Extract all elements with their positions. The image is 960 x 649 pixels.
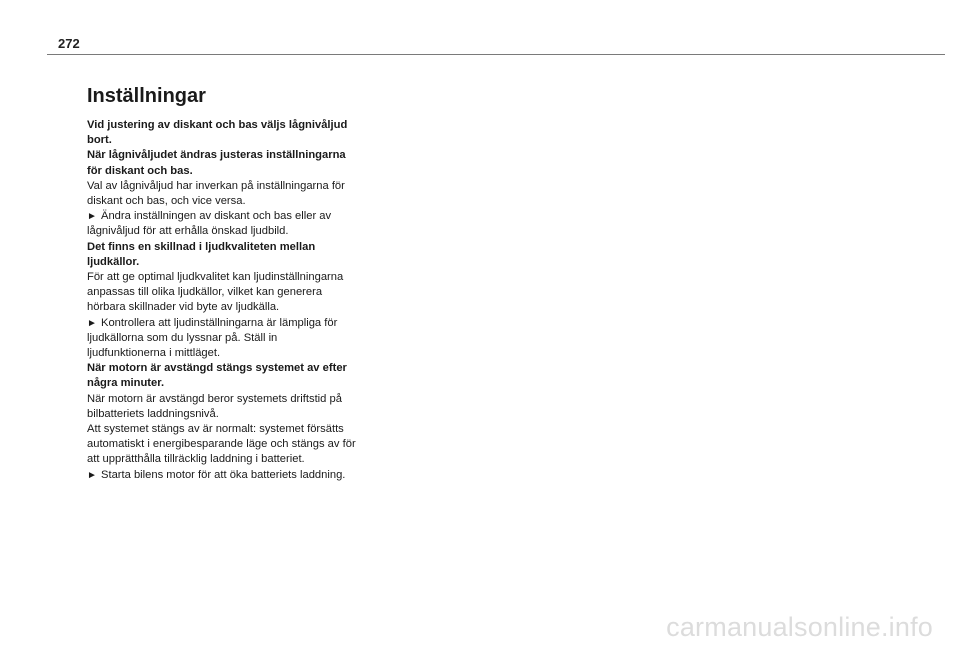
paragraph-heading (87, 240, 357, 270)
bullet-arrow-icon: ► (87, 211, 97, 223)
paragraph-text (87, 422, 357, 468)
section-title: Inställningar (87, 85, 206, 107)
paragraph-heading (87, 118, 357, 148)
paragraph-content: När motorn är avstängd beror systemets driftstid på bilbatteriets laddningsnivå. (87, 392, 342, 420)
bullet-instruction (87, 209, 357, 239)
paragraph-heading (87, 361, 357, 391)
paragraph-content: Kontrollera att ljudinställningarna är lämpliga för ljudkällorna som du lyssnar på. Ställ in ljudfunktionerna i mittläget. (87, 316, 338, 360)
bullet-instruction (87, 316, 357, 362)
watermark: carmanualsonline.info (666, 612, 933, 642)
paragraph-content: Vid justering av diskant och bas väljs lågnivåljud bort. (87, 119, 348, 147)
paragraph-content: Val av lågnivåljud har inverkan på inställningarna för diskant och bas, och vice versa. (87, 179, 345, 208)
paragraph-content: Ändra inställningen av diskant och bas eller av lågnivåljud för att erhålla önskad ljudbild. (87, 210, 332, 238)
paragraph-content: Det finns en skillnad i ljudkvaliteten mellan ljudkällor. (87, 240, 316, 268)
paragraph-text (87, 392, 357, 422)
page-number: 272 (58, 36, 80, 51)
bullet-arrow-icon: ► (87, 469, 97, 481)
paragraph-text (87, 179, 357, 209)
paragraph-heading (87, 148, 357, 178)
header-divider (47, 54, 945, 55)
paragraph-content: När motorn är avstängd stängs systemet av efter några minuter. (87, 362, 347, 390)
bullet-arrow-icon: ► (87, 317, 97, 329)
paragraph-content: Att systemet stängs av är normalt: systemet försätts automatiskt i energibesparande läge och stängs av för att upprätthålla tillräcklig laddning i batteriet. (87, 423, 356, 466)
paragraph-content: När lågnivåljudet ändras justeras inställningarna för diskant och bas. (87, 149, 346, 177)
bullet-instruction (87, 468, 357, 483)
main-content (87, 84, 357, 483)
paragraph-text (87, 270, 357, 316)
paragraph-list (87, 118, 357, 483)
paragraph-content: Starta bilens motor för att öka batteriets laddning. (101, 468, 346, 481)
paragraph-content: För att ge optimal ljudkvalitet kan ljudinställningarna anpassas till olika ljudkällor, vilket kan generera hörbara skillnader vid byte av ljudkälla. (87, 271, 344, 314)
